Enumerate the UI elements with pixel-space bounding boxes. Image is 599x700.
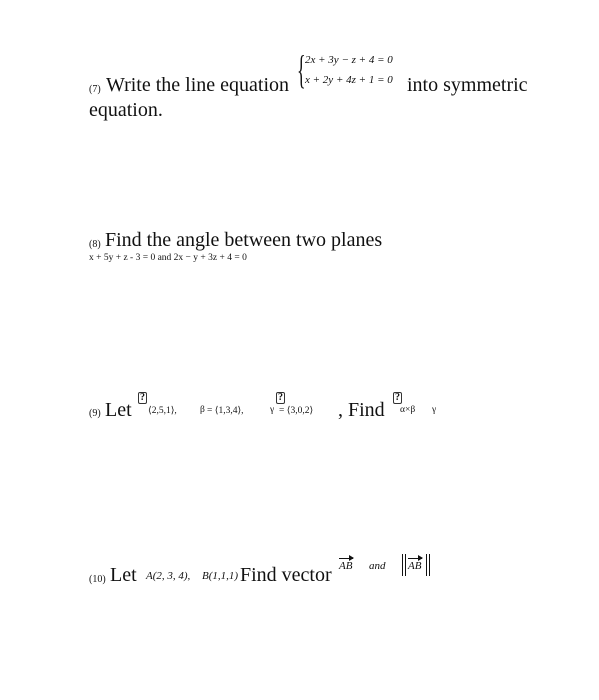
question-10-find: Find vector (240, 564, 332, 586)
beta-symbol: β (200, 405, 205, 415)
vector-ab-1: AB (339, 560, 353, 572)
vector-arrow-2 (408, 558, 422, 559)
gamma-vector: = ⟨3,0,2⟩ (279, 406, 314, 416)
point-a: A(2, 3, 4), (146, 570, 191, 582)
question-7-text: Write the line equation (106, 74, 290, 96)
vector-ab-2: AB (408, 560, 422, 572)
find-expression: α×β (400, 405, 416, 415)
garbled-glyph-2: ? (278, 392, 283, 403)
question-8-number: (8) (89, 239, 101, 250)
point-b: B(1,1,1) (202, 570, 239, 582)
garbled-glyph-3: ? (395, 392, 400, 403)
alpha-symbol-garbled (138, 392, 147, 410)
find-expression-tail: γ (432, 405, 437, 415)
gamma-symbol: γ (270, 405, 275, 415)
question-10-let: Let (110, 564, 137, 586)
norm-bar-right-1 (426, 554, 427, 576)
garbled-glyph-1: ? (140, 392, 145, 403)
vector-arrow-1 (339, 558, 353, 559)
alpha-vector: ⟨2,5,1⟩, (148, 406, 177, 416)
question-8-planes: x + 5y + z - 3 = 0 and 2x − y + 3z + 4 = 0 (89, 253, 247, 263)
question-8-text: Find the angle between two planes (105, 229, 383, 251)
system-line-2: x + 2y + 4z + 1 = 0 (305, 74, 393, 86)
system-brace: { (297, 47, 306, 92)
question-9-let: Let (105, 399, 132, 421)
question-10-number: (10) (89, 574, 106, 585)
question-7-text-after: into symmetric (407, 74, 528, 96)
question-9-find: , Find (338, 399, 385, 421)
beta-vector: = ⟨1,3,4⟩, (207, 406, 244, 416)
question-7-number: (7) (89, 84, 101, 95)
system-line-1: 2x + 3y − z + 4 = 0 (305, 54, 393, 66)
question-7-text-line2: equation. (89, 99, 163, 121)
norm-bar-left-2 (405, 554, 406, 576)
and-word: and (369, 560, 386, 572)
norm-bar-left-1 (402, 554, 403, 576)
question-9-number: (9) (89, 408, 101, 419)
norm-bar-right-2 (429, 554, 430, 576)
